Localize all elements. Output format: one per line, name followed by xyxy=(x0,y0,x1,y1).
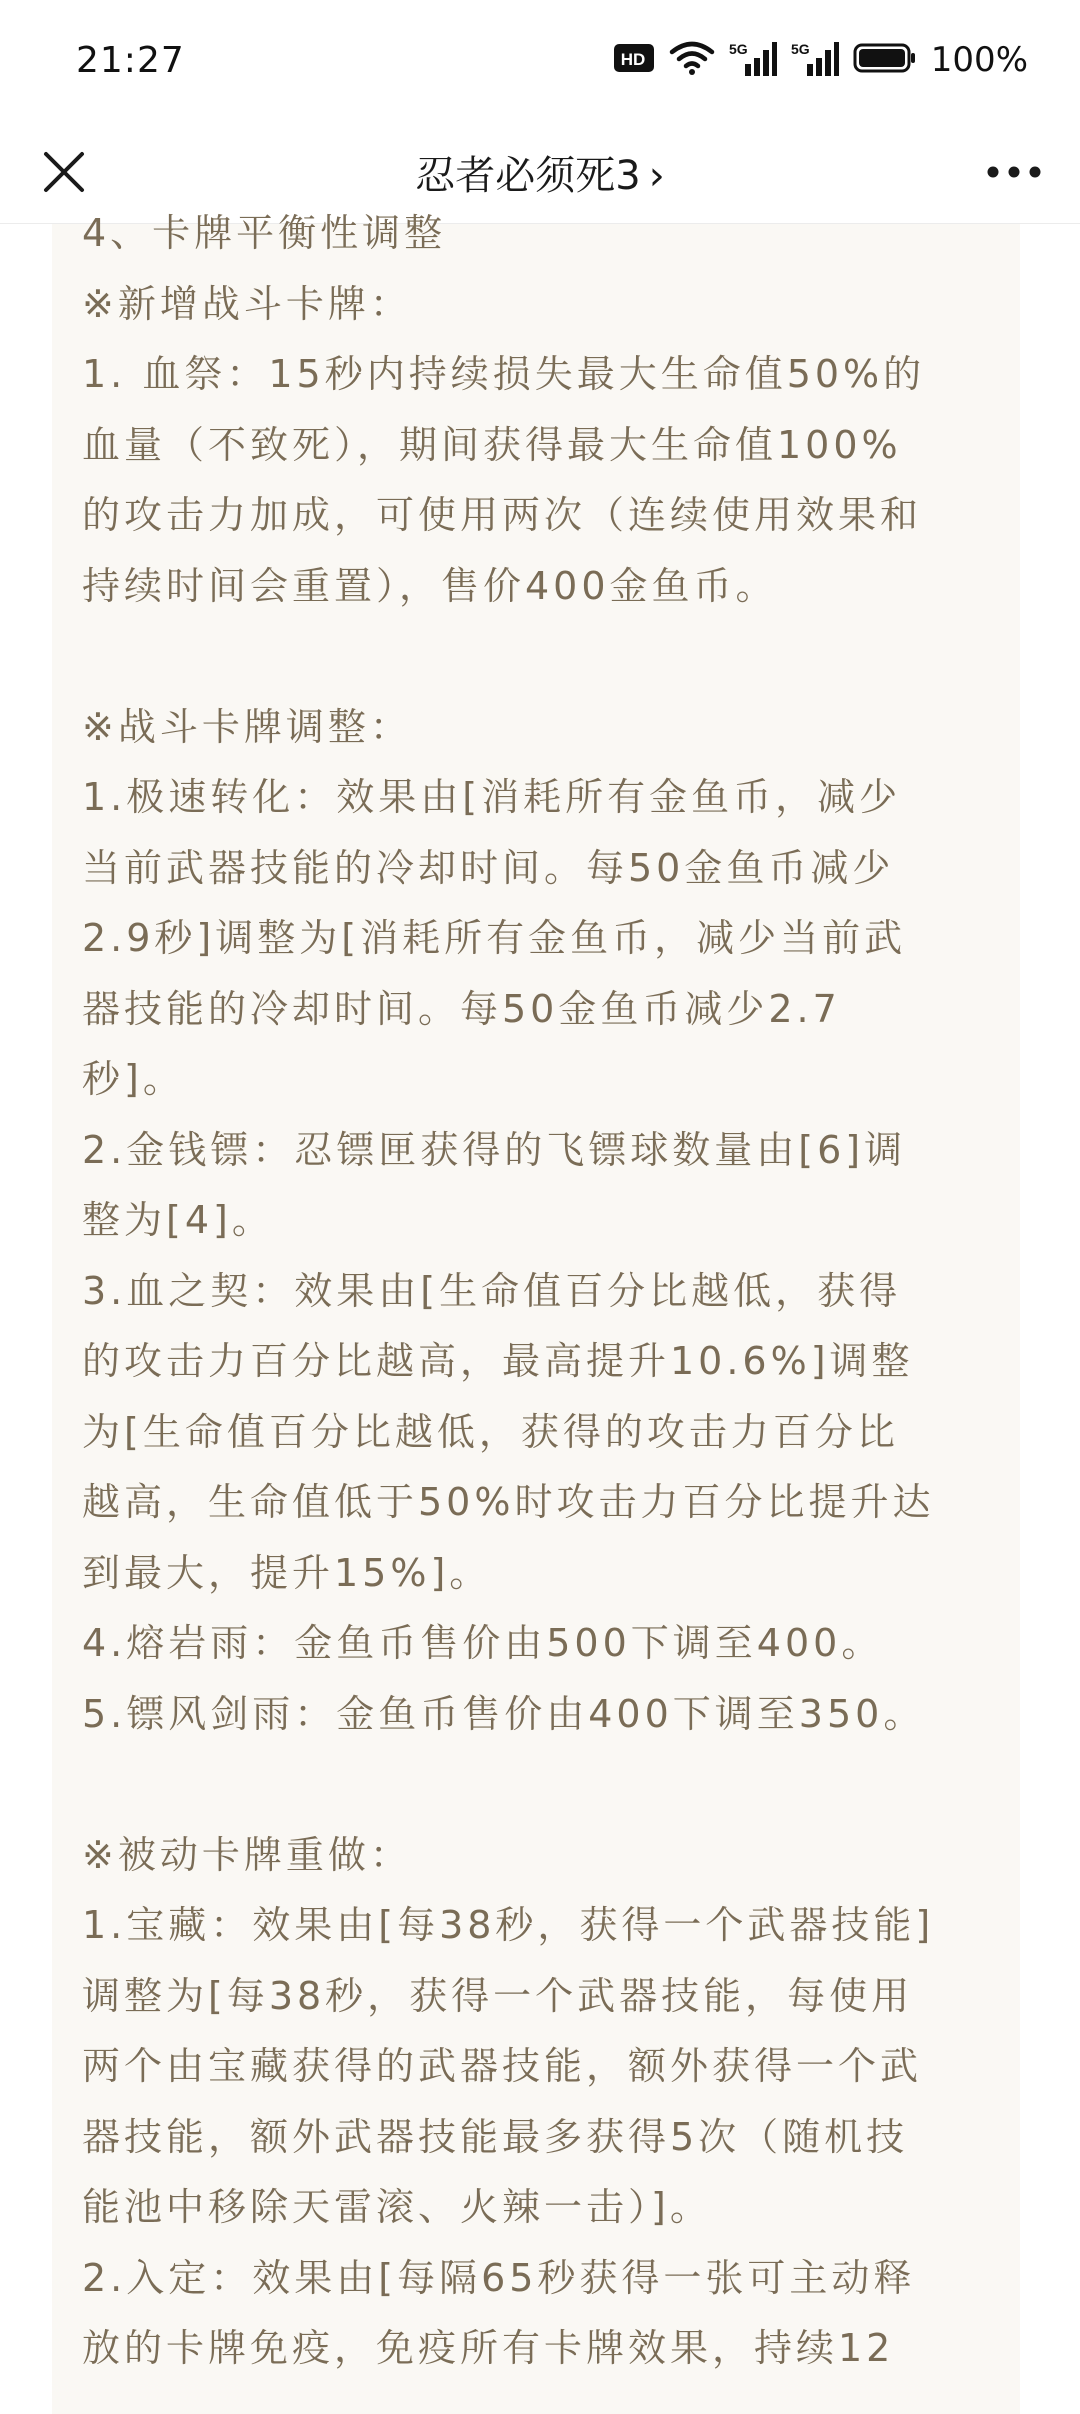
article-line: 2.金钱镖：忍镖匣获得的飞镖球数量由[6]调 xyxy=(82,1127,907,1172)
article-line: 调整为[每38秒，获得一个武器技能，每使用 xyxy=(82,1973,914,2018)
article-line: 4、卡牌平衡性调整 xyxy=(82,211,447,255)
page-title: 忍者必须死3 xyxy=(415,153,641,199)
article-line: ※被动卡牌重做： xyxy=(82,1832,412,1877)
article-line: 到最大，提升15%]。 xyxy=(82,1550,492,1595)
status-icons xyxy=(613,40,1028,80)
article-line: 1.宝藏：效果由[每38秒，获得一个武器技能] xyxy=(82,1903,935,1947)
signal-5g-icon xyxy=(791,40,839,80)
article-line: ※新增战斗卡牌： xyxy=(82,281,412,326)
battery-icon xyxy=(853,42,917,78)
article-line: 的攻击力加成，可使用两次（连续使用效果和 xyxy=(82,493,923,537)
article-line: 1.极速转化：效果由[消耗所有金鱼币，减少 xyxy=(82,775,902,819)
blank-line xyxy=(82,1749,1012,1820)
article-line: 越高，生命值低于50%时攻击力百分比提升达 xyxy=(82,1480,935,1524)
signal-1-label: 5G xyxy=(728,41,748,57)
signal-5g-icon xyxy=(729,40,777,80)
article-line: 为[生命值百分比越低，获得的攻击力百分比 xyxy=(82,1409,899,1454)
article-line: 1. 血祭：15秒内持续损失最大生命值50%的 xyxy=(82,352,926,396)
signal-2-label: 5G xyxy=(790,41,810,57)
battery-percent: 100% xyxy=(930,40,1028,80)
chevron-right-icon: › xyxy=(648,153,665,199)
article-line: 3.血之契：效果由[生命值百分比越低，获得 xyxy=(82,1268,902,1313)
article-line: 2.9秒]调整为[消耗所有金鱼币，减少当前武 xyxy=(82,916,907,960)
wifi-icon xyxy=(669,40,715,80)
status-bar xyxy=(0,0,1080,120)
article-line: 器技能的冷却时间。每50金鱼币减少2.7 xyxy=(82,986,841,1031)
page-title-link[interactable] xyxy=(0,144,1080,201)
article-line: 4.熔岩雨：金鱼币售价由500下调至400。 xyxy=(82,1621,884,1665)
hd-label: HD xyxy=(620,50,646,69)
article-line: 的攻击力百分比越高，最高提升10.6%]调整 xyxy=(82,1339,914,1383)
article-body xyxy=(82,198,1012,2384)
article-line: 放的卡牌免疫，免疫所有卡牌效果，持续12 xyxy=(82,2326,895,2370)
article-line: 秒]。 xyxy=(82,1057,185,1101)
article-line: 血量（不致死），期间获得最大生命值100% xyxy=(82,422,902,467)
article-card xyxy=(52,211,1020,2414)
article-line: ※战斗卡牌调整： xyxy=(82,704,412,749)
article-line: 能池中移除天雷滚、火辣一击）]。 xyxy=(82,2185,712,2229)
article-line: 当前武器技能的冷却时间。每50金鱼币减少 xyxy=(82,845,895,890)
article-line: 两个由宝藏获得的武器技能，额外获得一个武 xyxy=(82,2044,923,2088)
more-icon xyxy=(986,165,1042,179)
article-line: 持续时间会重置），售价400金鱼币。 xyxy=(82,563,778,608)
more-button[interactable] xyxy=(976,138,1052,206)
hd-icon xyxy=(613,42,655,78)
article-line: 整为[4]。 xyxy=(82,1198,274,1242)
article-line: 5.镖风剑雨：金鱼币售价由400下调至350。 xyxy=(82,1691,926,1736)
article-line: 器技能，额外武器技能最多获得5次（随机技 xyxy=(82,2114,909,2159)
status-time: 21:27 xyxy=(76,40,185,81)
blank-line xyxy=(82,621,1012,692)
article-line: 2.入定：效果由[每隔65秒获得一张可主动释 xyxy=(82,2255,916,2300)
